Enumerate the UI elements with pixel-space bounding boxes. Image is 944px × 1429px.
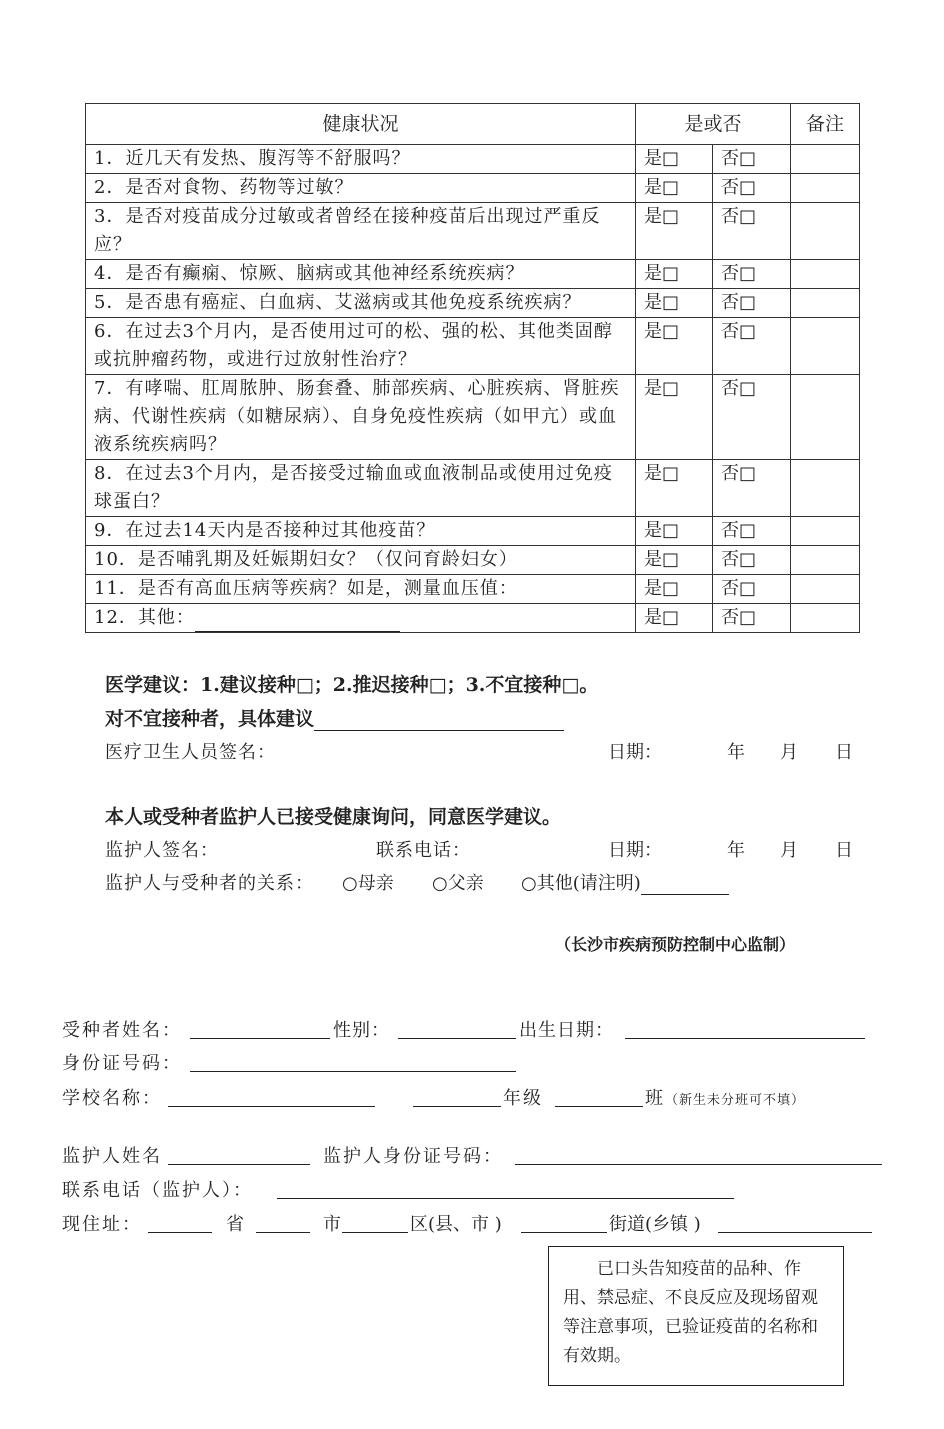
- no-checkbox[interactable]: 否□: [713, 289, 791, 318]
- remark-cell[interactable]: [791, 318, 860, 375]
- birth-date-blank[interactable]: [625, 1018, 865, 1039]
- relation-option-other-label: ○其他(请注明): [521, 873, 641, 894]
- issuer-note: （长沙市疾病预防控制中心监制）: [555, 935, 796, 954]
- remark-cell[interactable]: [791, 575, 860, 604]
- other-blank[interactable]: [195, 613, 400, 632]
- yes-checkbox[interactable]: 是□: [636, 575, 713, 604]
- table-row: [86, 575, 860, 604]
- no-checkbox[interactable]: 否□: [713, 375, 791, 460]
- question-text: 6．在过去3个月内，是否使用过可的松、强的松、其他类固醇或抗肿瘤药物，或进行过放射性治疗？: [94, 321, 613, 370]
- city-label: 市: [323, 1214, 341, 1235]
- remark-cell[interactable]: [791, 260, 860, 289]
- table-row: [86, 375, 860, 460]
- specific-advice-line: [105, 704, 564, 731]
- doctor-date-month: 月: [780, 742, 798, 763]
- remark-cell[interactable]: [791, 517, 860, 546]
- province-label: 省: [226, 1214, 244, 1235]
- table-row: [86, 546, 860, 575]
- street-label: 街道(乡镇 ): [609, 1214, 701, 1235]
- grade-blank[interactable]: [413, 1086, 501, 1107]
- doctor-date-day: 日: [835, 742, 853, 763]
- remark-cell[interactable]: [791, 604, 860, 633]
- yes-checkbox[interactable]: 是□: [636, 604, 713, 633]
- table-row: [86, 289, 860, 318]
- yes-checkbox[interactable]: 是□: [636, 375, 713, 460]
- yes-checkbox[interactable]: 是□: [636, 289, 713, 318]
- district-label: 区(县、市 ): [410, 1214, 502, 1235]
- yes-checkbox[interactable]: 是□: [636, 203, 713, 260]
- table-row: [86, 174, 860, 203]
- question-cell: [86, 460, 636, 517]
- guardian-name-blank[interactable]: [168, 1144, 310, 1165]
- street-blank[interactable]: [521, 1212, 607, 1233]
- yes-checkbox[interactable]: 是□: [636, 260, 713, 289]
- consent-statement: 本人或受种者监护人已接受健康询问，同意医学建议。: [105, 806, 562, 828]
- header-remark: 备注: [791, 104, 860, 145]
- gender-label: 性别：: [333, 1020, 390, 1041]
- no-checkbox[interactable]: 否□: [713, 460, 791, 517]
- no-checkbox[interactable]: 否□: [713, 260, 791, 289]
- health-table: [85, 103, 860, 633]
- question-cell: [86, 145, 636, 174]
- question-text: 9．在过去14天内是否接种过其他疫苗？: [94, 520, 436, 541]
- no-checkbox[interactable]: 否□: [713, 575, 791, 604]
- question-cell: [86, 517, 636, 546]
- question-text: 2．是否对食物、药物等过敏？: [94, 177, 354, 198]
- recipient-name-label: 受种者姓名：: [62, 1020, 182, 1041]
- doctor-date-label: 日期：: [608, 742, 662, 763]
- medical-advice-line: 医学建议：1.建议接种□；2.推迟接种□；3.不宜接种□。: [105, 674, 599, 696]
- question-text: 1．近几天有发热、腹泻等不舒服吗？: [94, 148, 411, 169]
- id-number-label: 身份证号码：: [62, 1053, 182, 1074]
- district-blank[interactable]: [342, 1212, 408, 1233]
- relation-option-other[interactable]: [521, 869, 729, 895]
- no-checkbox[interactable]: 否□: [713, 203, 791, 260]
- table-row: [86, 260, 860, 289]
- street-address-blank[interactable]: [718, 1212, 872, 1233]
- remark-cell[interactable]: [791, 289, 860, 318]
- question-text: 8．在过去3个月内，是否接受过输血或血液制品或使用过免疫球蛋白？: [94, 463, 613, 512]
- yes-checkbox[interactable]: 是□: [636, 517, 713, 546]
- table-row: [86, 604, 860, 633]
- remark-cell[interactable]: [791, 145, 860, 174]
- consent-date-label: 日期：: [608, 840, 662, 861]
- school-name-blank[interactable]: [168, 1086, 375, 1107]
- question-text: 7．有哮喘、肛周脓肿、肠套叠、肺部疾病、心脏疾病、肾脏疾病、代谢性疾病（如糖尿病）、自身免疫性疾病（如甲亢）或血液系统疾病吗？: [94, 378, 620, 455]
- relation-option-father[interactable]: ○父亲: [432, 873, 484, 894]
- guardian-name-label: 监护人姓名: [62, 1146, 162, 1167]
- yes-checkbox[interactable]: 是□: [636, 174, 713, 203]
- no-checkbox[interactable]: 否□: [713, 174, 791, 203]
- table-header-row: [86, 104, 860, 145]
- question-cell: [86, 289, 636, 318]
- specific-advice-blank[interactable]: [314, 710, 564, 731]
- specific-advice-label: 对不宜接种者，具体建议: [105, 708, 315, 730]
- guardian-phone-blank[interactable]: [277, 1178, 734, 1199]
- question-text: 11．是否有高血压病等疾病？如是，测量血压值：: [94, 578, 518, 599]
- yes-checkbox[interactable]: 是□: [636, 318, 713, 375]
- table-row: [86, 203, 860, 260]
- question-cell: [86, 318, 636, 375]
- address-label: 现住址：: [62, 1214, 142, 1235]
- relation-label: 监护人与受种者的关系：: [105, 873, 314, 894]
- guardian-id-label: 监护人身份证号码：: [323, 1146, 503, 1167]
- guardian-id-blank[interactable]: [515, 1144, 882, 1165]
- guardian-phone-label: 联系电话（监护人）：: [62, 1180, 253, 1201]
- question-text: 5．是否患有癌症、白血病、艾滋病或其他免疫系统疾病？: [94, 292, 582, 313]
- remark-cell[interactable]: [791, 460, 860, 517]
- no-checkbox[interactable]: 否□: [713, 145, 791, 174]
- relation-option-mother[interactable]: ○母亲: [342, 873, 394, 894]
- recipient-name-blank[interactable]: [190, 1018, 330, 1039]
- notice-box: 已口头告知疫苗的品种、作用、禁忌症、不良反应及现场留观等注意事项，已验证疫苗的名称和有效期。: [548, 1246, 844, 1386]
- relation-other-blank[interactable]: [641, 874, 729, 895]
- gender-blank[interactable]: [398, 1018, 516, 1039]
- guardian-signature-label: 监护人签名：: [105, 840, 219, 861]
- school-name-label: 学校名称：: [62, 1088, 162, 1109]
- table-row: [86, 460, 860, 517]
- no-checkbox[interactable]: 否□: [713, 318, 791, 375]
- city-blank[interactable]: [256, 1212, 310, 1233]
- question-cell: [86, 260, 636, 289]
- consent-date-year: 年: [727, 840, 745, 861]
- question-text: 3．是否对疫苗成分过敏或者曾经在接种疫苗后出现过严重反应？: [94, 206, 601, 255]
- consent-date-day: 日: [835, 840, 853, 861]
- remark-cell[interactable]: [791, 203, 860, 260]
- table-row: [86, 318, 860, 375]
- table-row: [86, 517, 860, 546]
- class-blank[interactable]: [555, 1086, 643, 1107]
- question-cell: [86, 174, 636, 203]
- consent-phone-label: 联系电话：: [376, 840, 471, 861]
- doctor-signature-label: 医疗卫生人员签名：: [105, 742, 276, 763]
- class-label: 班: [645, 1088, 663, 1109]
- remark-cell[interactable]: [791, 375, 860, 460]
- yes-checkbox[interactable]: 是□: [636, 145, 713, 174]
- class-note: （新生未分班可不填）: [665, 1093, 806, 1108]
- birth-date-label: 出生日期：: [519, 1020, 614, 1041]
- remark-cell[interactable]: [791, 546, 860, 575]
- question-cell: [86, 575, 636, 604]
- grade-label: 年级: [503, 1088, 543, 1109]
- question-cell: [86, 375, 636, 460]
- no-checkbox[interactable]: 否□: [713, 604, 791, 633]
- question-text: 12．其他：: [94, 607, 195, 628]
- id-number-blank[interactable]: [190, 1051, 516, 1072]
- remark-cell[interactable]: [791, 174, 860, 203]
- yes-checkbox[interactable]: 是□: [636, 460, 713, 517]
- header-yes-no: 是或否: [636, 104, 791, 145]
- consent-date-month: 月: [780, 840, 798, 861]
- no-checkbox[interactable]: 否□: [713, 517, 791, 546]
- question-cell: [86, 546, 636, 575]
- question-text: 10．是否哺乳期及妊娠期妇女？（仅问育龄妇女）: [94, 549, 518, 570]
- question-cell: [86, 604, 636, 633]
- province-blank[interactable]: [148, 1212, 212, 1233]
- table-row: [86, 145, 860, 174]
- no-checkbox[interactable]: 否□: [713, 546, 791, 575]
- yes-checkbox[interactable]: 是□: [636, 546, 713, 575]
- question-cell: [86, 203, 636, 260]
- header-health-status: 健康状况: [86, 104, 636, 145]
- doctor-date-year: 年: [727, 742, 745, 763]
- question-text: 4．是否有癫痫、惊厥、脑病或其他神经系统疾病？: [94, 263, 525, 284]
